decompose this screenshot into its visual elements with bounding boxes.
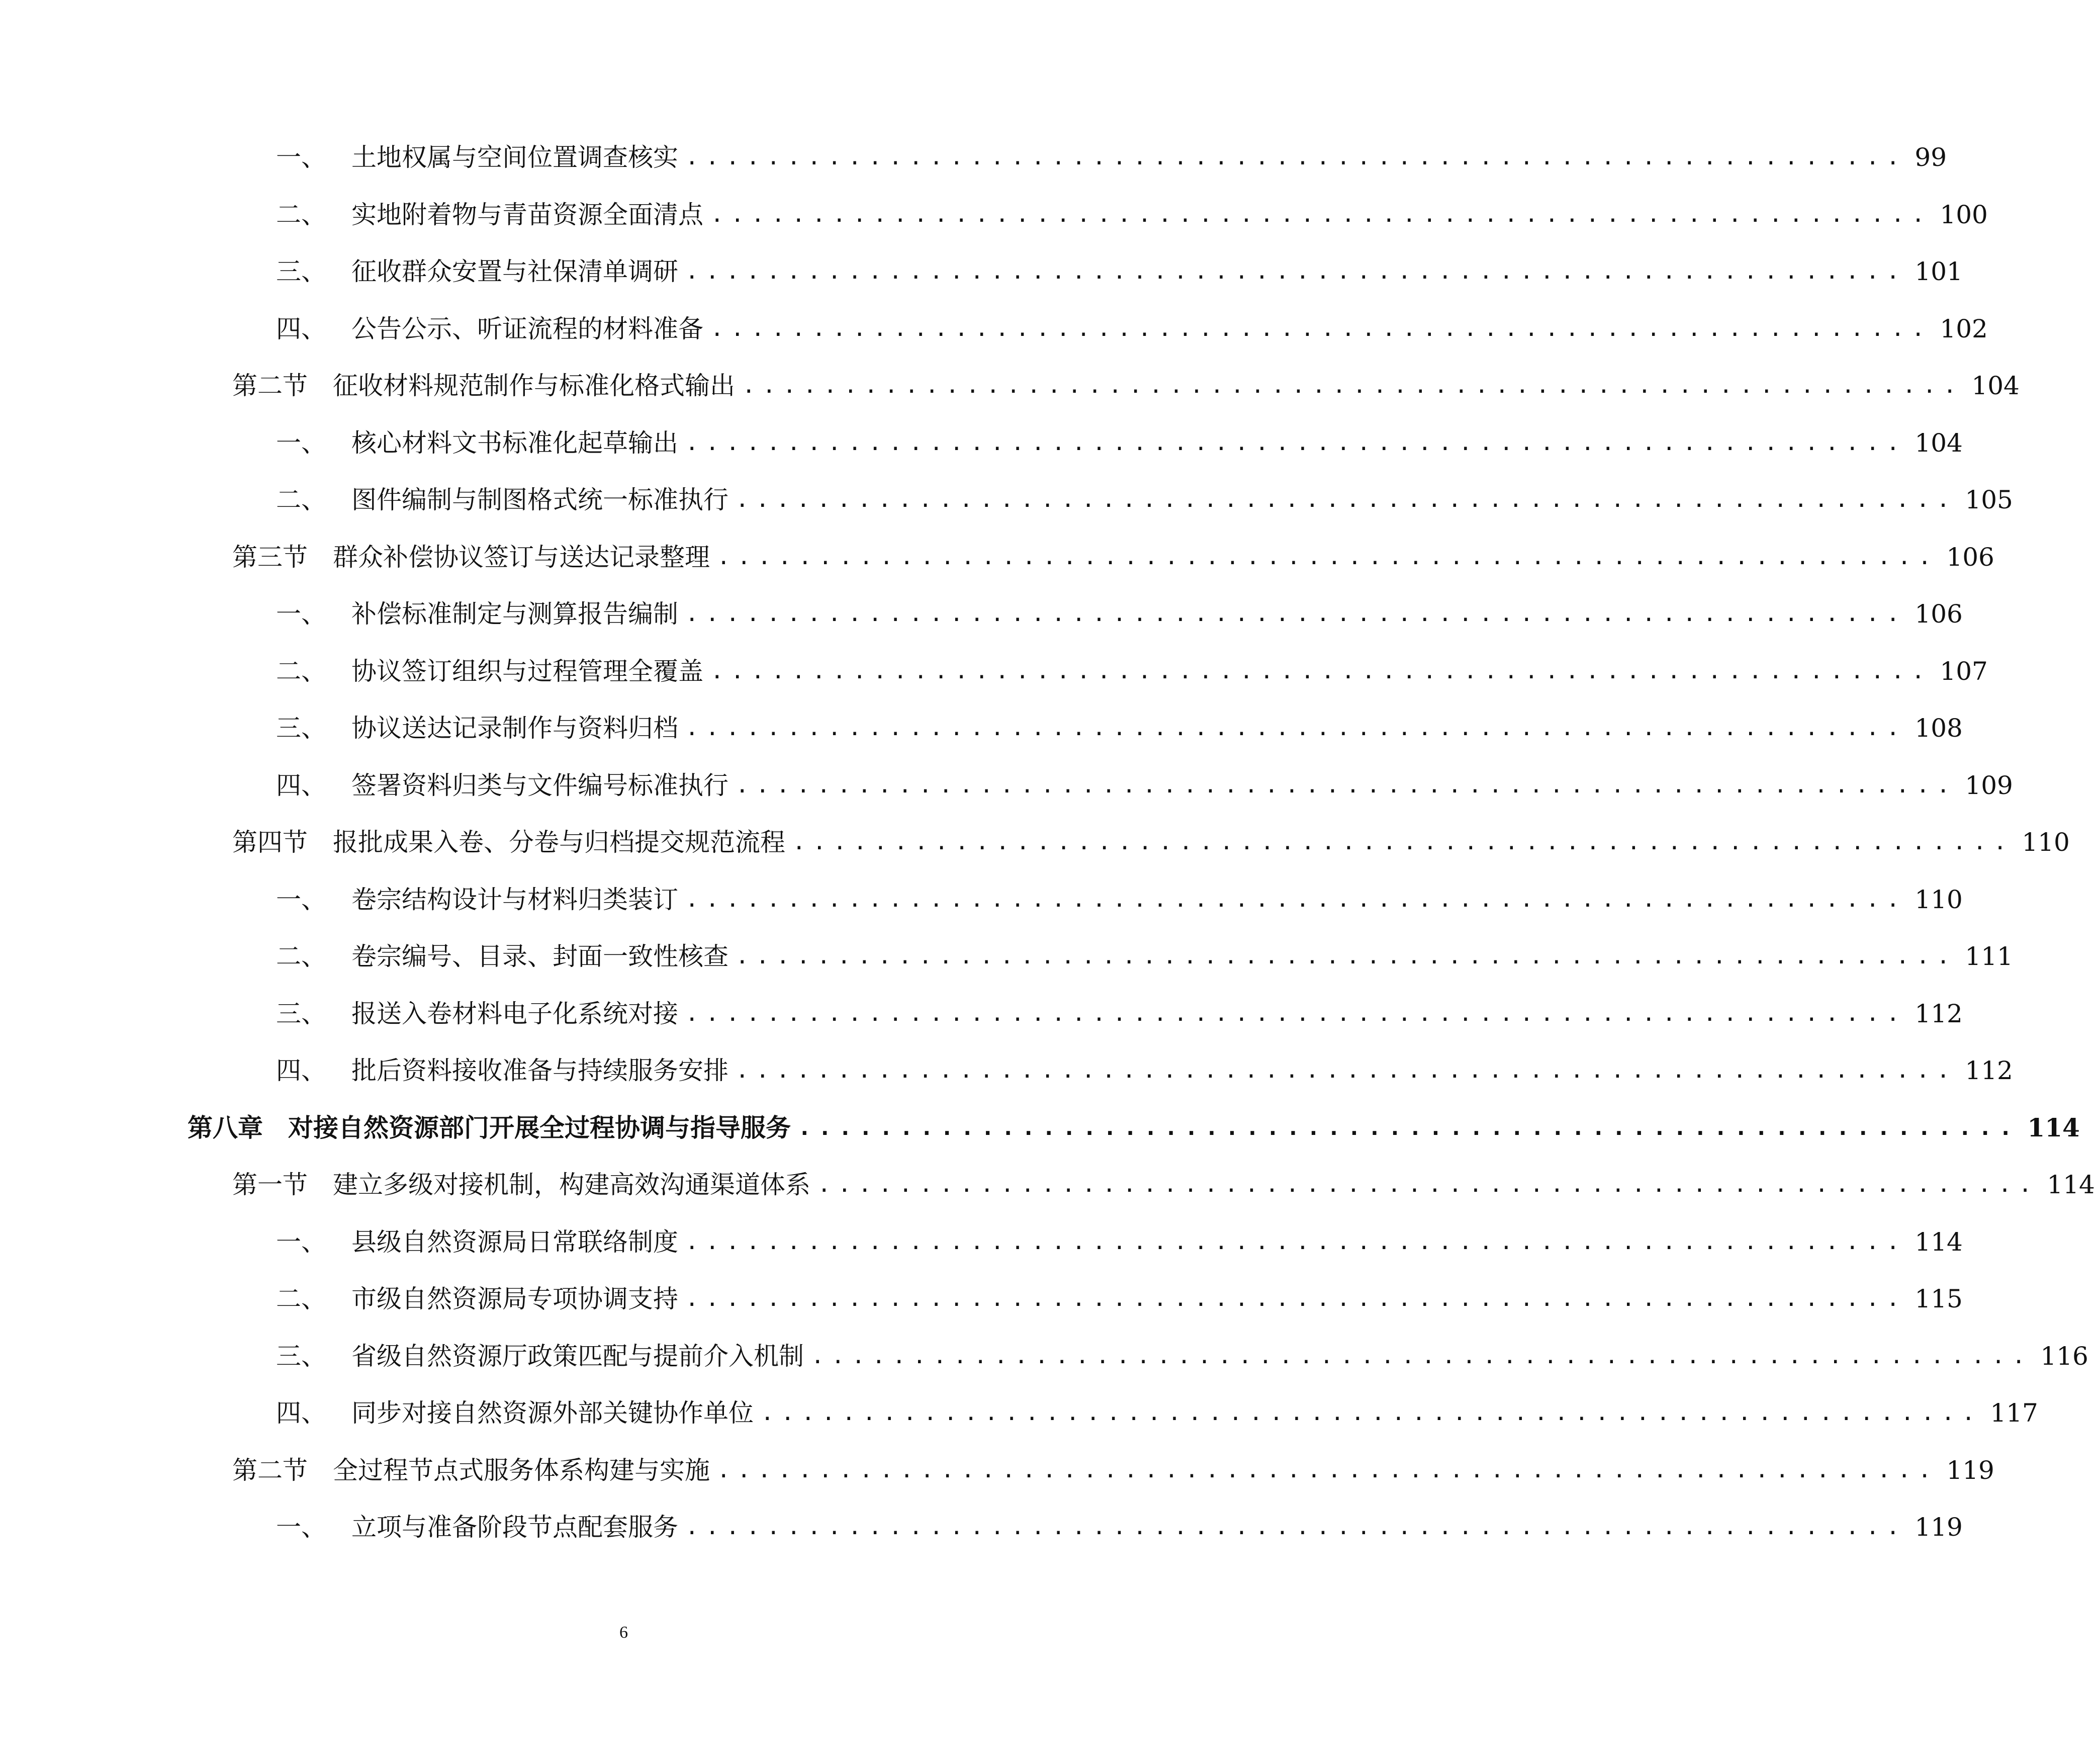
page-number: 6 [619, 1623, 628, 1642]
toc-entry-number: 一、 [276, 143, 326, 172]
toc-entry-title: 市级自然资源局专项协调支持 [351, 1284, 678, 1313]
dot-leader: ............................................................ [685, 715, 1907, 741]
toc-entry-page: 108 [1915, 714, 1963, 743]
toc-entry-item[interactable] [276, 1334, 2088, 1372]
toc-entry-item[interactable] [276, 1048, 2013, 1086]
toc-entry-item[interactable] [276, 705, 1963, 744]
toc-entry-item[interactable] [276, 1276, 1963, 1314]
toc-entry-title: 协议送达记录制作与资料归档 [351, 714, 678, 743]
toc-entry-title: 全过程节点式服务体系构建与实施 [333, 1456, 710, 1485]
toc-entry-section[interactable] [232, 820, 2070, 858]
toc-entry-number: 第八章 [188, 1113, 263, 1142]
toc-entry-item[interactable] [276, 934, 2013, 972]
toc-entry-title: 报批成果入卷、分卷与归档提交规范流程 [333, 828, 785, 857]
toc-entry-title: 批后资料接收准备与持续服务安排 [351, 1056, 728, 1085]
toc-entry-item[interactable] [276, 763, 2013, 801]
toc-entry-page: 100 [1940, 200, 1988, 229]
toc-entry-title: 建立多级对接机制，构建高效沟通渠道体系 [333, 1170, 810, 1199]
dot-leader: ............................................................ [761, 1400, 1982, 1426]
toc-entry-title: 对接自然资源部门开展全过程协调与指导服务 [288, 1113, 791, 1142]
dot-leader: ............................................................ [742, 373, 1964, 398]
toc-entry-page: 114 [2047, 1170, 2095, 1199]
toc-entry-number: 三、 [276, 257, 326, 286]
toc-entry-number: 二、 [276, 1284, 326, 1313]
toc-entry-page: 102 [1940, 314, 1988, 343]
dot-leader: ............................................................ [736, 772, 1957, 798]
toc-entry-title: 同步对接自然资源外部关键协作单位 [351, 1398, 754, 1428]
toc-entry-number: 二、 [276, 200, 326, 229]
toc-entry-number: 四、 [276, 1398, 326, 1428]
toc-entry-page: 119 [1946, 1456, 1994, 1485]
toc-entry-page: 114 [2027, 1113, 2080, 1142]
toc-entry-section[interactable] [232, 1162, 2095, 1200]
dot-leader: ............................................................ [685, 144, 1907, 170]
toc-entry-item[interactable] [276, 591, 1963, 630]
toc-entry-page: 111 [1965, 942, 2013, 971]
dot-leader: ............................................................ [717, 544, 1939, 570]
toc-entry-page: 110 [2022, 828, 2070, 857]
toc-entry-page: 115 [1915, 1284, 1963, 1313]
toc-entry-title: 协议签订组织与过程管理全覆盖 [351, 657, 703, 686]
toc-entry-number: 一、 [276, 599, 326, 629]
toc-entry-number: 第二节 [232, 371, 308, 400]
toc-entry-title: 实地附着物与青苗资源全面清点 [351, 200, 703, 229]
dot-leader: ............................................................ [817, 1172, 2039, 1197]
toc-entry-title: 图件编制与制图格式统一标准执行 [351, 485, 728, 514]
toc-entry-page: 114 [1915, 1227, 1963, 1257]
toc-entry-page: 101 [1915, 257, 1963, 286]
dot-leader: ............................................................ [736, 943, 1957, 969]
toc-entry-item[interactable] [276, 991, 1963, 1029]
toc-entry-title: 卷宗编号、目录、封面一致性核查 [351, 942, 728, 971]
toc-entry-item[interactable] [276, 1390, 2038, 1429]
toc-entry-item[interactable] [276, 477, 2013, 515]
dot-leader: ............................................................ [710, 202, 1932, 227]
toc-entry-item[interactable] [276, 192, 1988, 230]
toc-entry-page: 107 [1940, 657, 1988, 686]
toc-entry-title: 群众补偿协议签订与送达记录整理 [333, 543, 710, 572]
toc-entry-title: 征收群众安置与社保清单调研 [351, 257, 678, 286]
toc-entry-title: 县级自然资源局日常联络制度 [351, 1227, 678, 1257]
toc-entry-page: 112 [1915, 999, 1963, 1028]
toc-entry-title: 公告公示、听证流程的材料准备 [351, 314, 703, 343]
toc-entry-section[interactable] [232, 1448, 1994, 1486]
toc-entry-number: 二、 [276, 485, 326, 514]
toc-entry-number: 三、 [276, 1342, 326, 1371]
toc-entry-number: 二、 [276, 657, 326, 686]
toc-entry-number: 三、 [276, 714, 326, 743]
dot-leader: ............................................................ [710, 658, 1932, 684]
toc-entry-title: 征收材料规范制作与标准化格式输出 [333, 371, 735, 400]
dot-leader: ............................................................ [685, 601, 1907, 627]
toc-entry-item[interactable] [276, 249, 1963, 287]
toc-entry-title: 立项与准备阶段节点配套服务 [351, 1513, 678, 1542]
toc-entry-item[interactable] [276, 877, 1963, 915]
toc-entry-title: 卷宗结构设计与材料归类装订 [351, 885, 678, 914]
toc-entry-item[interactable] [276, 649, 1988, 687]
toc-entry-item[interactable] [276, 420, 1963, 459]
toc-entry-page: 106 [1946, 543, 1994, 572]
dot-leader: ............................................................ [736, 487, 1957, 512]
toc-entry-page: 112 [1965, 1056, 2013, 1085]
toc-entry-page: 105 [1965, 485, 2013, 514]
dot-leader: ............................................................ [792, 829, 2014, 855]
toc-entry-number: 第一节 [232, 1170, 308, 1199]
dot-leader: ............................................................ [811, 1343, 2033, 1369]
toc-entry-number: 四、 [276, 314, 326, 343]
toc-entry-page: 117 [1990, 1398, 2038, 1428]
dot-leader: ............................................................ [685, 430, 1907, 456]
toc-entry-number: 一、 [276, 428, 326, 458]
toc-entry-number: 第二节 [232, 1456, 308, 1485]
dot-leader: ............................................................ [685, 258, 1907, 284]
toc-entry-number: 一、 [276, 1513, 326, 1542]
dot-leader: ............................................................ [685, 1514, 1907, 1540]
toc-entry-title: 报送入卷材料电子化系统对接 [351, 999, 678, 1028]
dot-leader: ............................................................ [685, 1001, 1907, 1026]
toc-entry-number: 二、 [276, 942, 326, 971]
dot-leader: ............................................................ [798, 1115, 2020, 1140]
dot-leader: ............................................................ [685, 1286, 1907, 1311]
toc-entry-title: 补偿标准制定与测算报告编制 [351, 599, 678, 629]
toc-entry-item[interactable] [276, 1505, 1963, 1543]
toc-entry-chapter[interactable] [188, 1105, 2080, 1143]
toc-entry-page: 119 [1915, 1513, 1963, 1542]
dot-leader: ............................................................ [710, 316, 1932, 341]
toc-entry-item[interactable] [276, 306, 1988, 344]
toc-entry-number: 四、 [276, 771, 326, 800]
toc-entry-title: 签署资料归类与文件编号标准执行 [351, 771, 728, 800]
dot-leader: ............................................................ [685, 887, 1907, 912]
toc-entry-number: 三、 [276, 999, 326, 1028]
dot-leader: ............................................................ [717, 1457, 1939, 1483]
toc-entry-section[interactable] [232, 535, 1994, 573]
toc-entry-title: 土地权属与空间位置调查核实 [351, 143, 678, 172]
toc-entry-page: 116 [2040, 1342, 2088, 1371]
dot-leader: ............................................................ [736, 1057, 1957, 1083]
dot-leader: ............................................................ [685, 1229, 1907, 1255]
toc-entry-page: 104 [1971, 371, 2020, 400]
toc-entry-number: 第四节 [232, 828, 308, 857]
toc-entry-number: 一、 [276, 885, 326, 914]
toc-entry-item[interactable] [276, 135, 1947, 173]
toc-entry-page: 99 [1915, 143, 1947, 172]
toc-entry-number: 一、 [276, 1227, 326, 1257]
toc-entry-number: 第三节 [232, 543, 308, 572]
toc-entry-number: 四、 [276, 1056, 326, 1085]
toc-entry-title: 省级自然资源厅政策匹配与提前介入机制 [351, 1342, 804, 1371]
toc-entry-item[interactable] [276, 1219, 1963, 1258]
toc-entry-page: 109 [1965, 771, 2013, 800]
toc-entry-page: 104 [1915, 428, 1963, 458]
toc-entry-page: 110 [1915, 885, 1963, 914]
toc-entry-title: 核心材料文书标准化起草输出 [351, 428, 678, 458]
toc-entry-page: 106 [1915, 599, 1963, 629]
toc-entry-section[interactable] [232, 363, 2020, 401]
